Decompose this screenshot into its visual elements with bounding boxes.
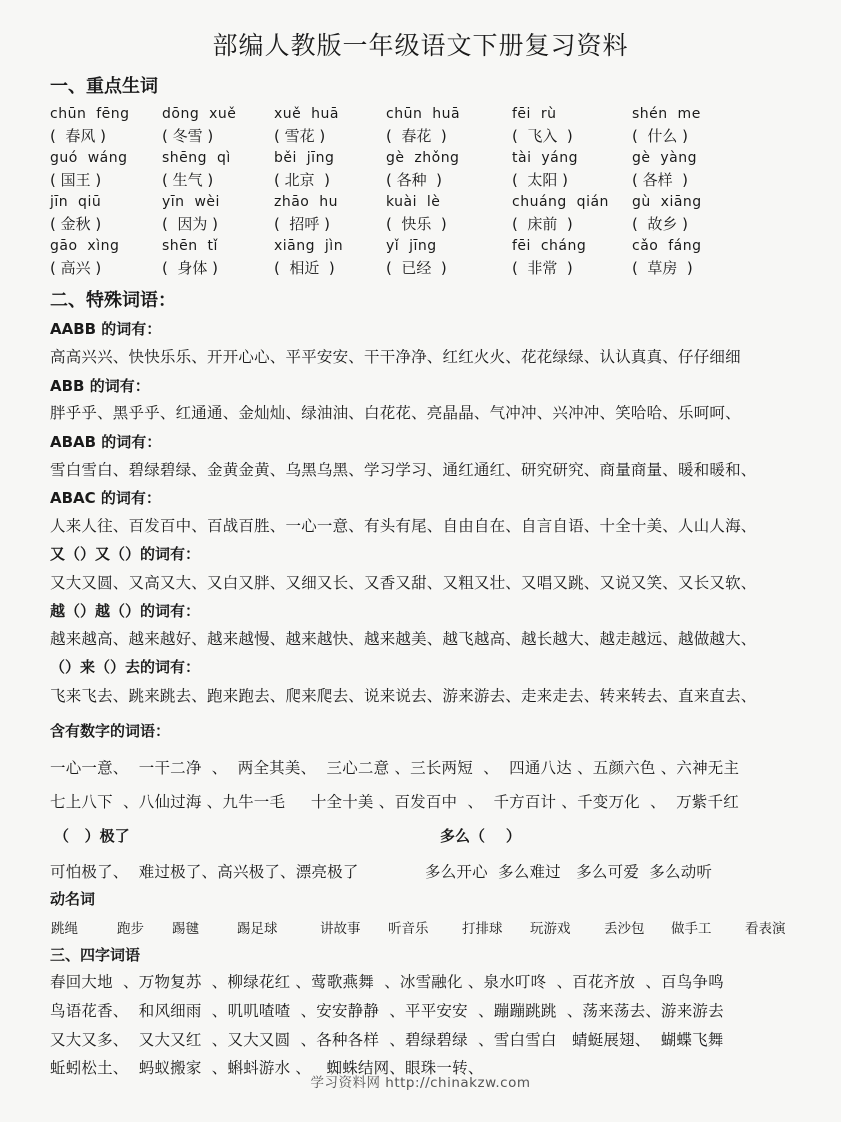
pinyin: jīn qiū (50, 194, 102, 210)
vocab-cell (50, 238, 170, 278)
verb-item: 听音乐 (388, 921, 429, 937)
pinyin: kuài lè (386, 194, 441, 210)
group-label-aabb: AABB 的词有： (50, 320, 162, 338)
hanzi: ( 各种 ) (386, 171, 443, 189)
pinyin: xiāng jìn (274, 238, 344, 254)
hanzi: ( 什么 ) (632, 127, 689, 145)
verb-item: 做手工 (671, 921, 712, 937)
hanzi: ( 故乡 ) (632, 215, 689, 233)
vocab-row (50, 106, 790, 150)
pinyin: gè zhǒng (386, 150, 460, 166)
verb-item: 丢沙包 (604, 921, 645, 937)
vocab-cell (632, 150, 752, 190)
duome-label: 多么（ ） (440, 827, 521, 845)
group-label-abac: ABAC 的词有： (50, 489, 161, 507)
vocab-cell (512, 238, 632, 278)
group-label-laiqu: （）来（）去的词有： (50, 658, 201, 676)
pinyin: chūn huā (386, 106, 461, 122)
verb-item: 跳绳 (51, 921, 78, 937)
hanzi: ( 春花 ) (386, 127, 447, 145)
vocab-cell (386, 150, 506, 190)
hanzi: ( 非常 ) (512, 259, 573, 277)
vocab-cell (632, 238, 752, 278)
vocab-cell (512, 106, 632, 146)
numbers-line-1: 一心一意、 一干二净 、 两全其美、 三心二意 、三长两短 、 四通八达 、五颜六色 、六神无主 (50, 759, 740, 777)
vocab-cell (162, 194, 282, 234)
pinyin: shēn tǐ (162, 238, 218, 254)
group-text-yue: 越来越高、越来越好、越来越慢、越来越快、越来越美、越飞越高、越长越大、越走越远、越做越大、 (50, 630, 757, 648)
pinyin: zhāo hu (274, 194, 339, 210)
pinyin: yǐ jīng (386, 238, 437, 254)
section1-heading: 一、重点生词 (50, 76, 158, 97)
hanzi: ( 床前 ) (512, 215, 573, 233)
verb-item: 打排球 (462, 921, 503, 937)
vocab-cell (386, 194, 506, 234)
group-text-laiqu: 飞来飞去、跳来跳去、跑来跑去、爬来爬去、说来说去、游来游去、走来走去、转来转去、直来直去、 (50, 687, 757, 705)
vocab-cell (274, 194, 394, 234)
hanzi: ( 因为 ) (162, 215, 219, 233)
pinyin: fēi cháng (512, 238, 587, 254)
pinyin: chūn fēng (50, 106, 130, 122)
pinyin: cǎo fáng (632, 238, 702, 254)
hanzi: ( 雪花 ) (274, 127, 326, 145)
hanzi: ( 各样 ) (632, 171, 689, 189)
vocab-cell (162, 238, 282, 278)
pinyin: chuáng qián (512, 194, 609, 210)
hanzi: ( 高兴 ) (50, 259, 102, 277)
pinyin: gāo xìng (50, 238, 120, 254)
section3-line-2: 鸟语花香、 和风细雨 、叽叽喳喳 、安安静静 、平平安安 、蹦蹦跳跳 、荡来荡去、游来游去 (50, 1002, 724, 1020)
hanzi: ( 招呼 ) (274, 215, 331, 233)
section3-heading: 三、四字词语 (50, 946, 141, 964)
hanzi: ( 身体 ) (162, 259, 219, 277)
duome-text: 多么开心 多么难过 多么可爱 多么动听 (425, 863, 713, 881)
hanzi: ( 冬雪 ) (162, 127, 214, 145)
hanzi: ( 相近 ) (274, 259, 335, 277)
verb-item: 踢足球 (237, 921, 278, 937)
vocab-cell (50, 150, 170, 190)
hanzi: ( 北京 ) (274, 171, 331, 189)
vocab-cell (50, 106, 170, 146)
group-text-abac: 人来人往、百发百中、百战百胜、一心一意、有头有尾、自由自在、自言自语、十全十美、人山人海、 (50, 517, 757, 535)
vocab-cell (274, 238, 394, 278)
ji-label: （ ）极了 (54, 827, 130, 845)
section2-heading: 二、特殊词语： (50, 290, 176, 311)
verb-item: 玩游戏 (530, 921, 571, 937)
vocab-cell (386, 238, 506, 278)
group-text-you: 又大又圆、又高又大、又白又胖、又细又长、又香又甜、又粗又壮、又唱又跳、又说又笑、又长又软、 (50, 574, 757, 592)
group-label-yue: 越（）越（）的词有： (50, 602, 201, 620)
section3-line-1: 春回大地 、万物复苏 、柳绿花红 、莺歌燕舞 、冰雪融化 、泉水叮咚 、百花齐放 、百鸟争鸣 (50, 973, 724, 991)
hanzi: ( 飞入 ) (512, 127, 573, 145)
pinyin: běi jīng (274, 150, 335, 166)
verb-item: 讲故事 (320, 921, 361, 937)
watermark: 学习资料网 http://chinakzw.com (310, 1075, 531, 1091)
vocab-cell (50, 194, 170, 234)
hanzi: ( 金秋 ) (50, 215, 102, 233)
pinyin: guó wáng (50, 150, 128, 166)
verb-item: 踢毽 (172, 921, 199, 937)
section3-line-4: 蚯蚓松土、 蚂蚁搬家 、蝌蚪游水 、 蜘蛛结网、眼珠一转、 (50, 1059, 484, 1077)
pinyin: xuě huā (274, 106, 339, 122)
verb-item: 跑步 (117, 921, 144, 937)
page-title: 部编人教版一年级语文下册复习资料 (212, 31, 629, 60)
pinyin: gè yàng (632, 150, 698, 166)
hanzi: ( 快乐 ) (386, 215, 447, 233)
vocab-row (50, 150, 790, 194)
pinyin: gù xiāng (632, 194, 702, 210)
hanzi: ( 已经 ) (386, 259, 447, 277)
hanzi: ( 生气 ) (162, 171, 214, 189)
hanzi: ( 国王 ) (50, 171, 102, 189)
group-label-you: 又（）又（）的词有： (50, 545, 201, 563)
vocab-cell (512, 194, 632, 234)
hanzi: ( 太阳 ) (512, 171, 569, 189)
verb-label: 动名词 (50, 890, 96, 908)
vocab-row (50, 238, 790, 282)
group-text-abab: 雪白雪白、碧绿碧绿、金黄金黄、乌黑乌黑、学习学习、通红通红、研究研究、商量商量、暖和暖和、 (50, 461, 757, 479)
pinyin: tài yáng (512, 150, 578, 166)
vocab-cell (632, 106, 752, 146)
vocab-cell (274, 150, 394, 190)
vocab-cell (274, 106, 394, 146)
verb-item: 看表演 (745, 921, 786, 937)
group-text-aabb: 高高兴兴、快快乐乐、开开心心、平平安安、干干净净、红红火火、花花绿绿、认认真真、仔仔细细 (50, 348, 741, 366)
pinyin: fēi rù (512, 106, 557, 122)
hanzi: ( 春风 ) (50, 127, 107, 145)
section3-line-3: 又大又多、 又大又红 、又大又圆 、各种各样 、碧绿碧绿 、雪白雪白 蜻蜓展翅、 蝴蝶飞舞 (50, 1031, 724, 1049)
pinyin: yīn wèi (162, 194, 220, 210)
numbers-label: 含有数字的词语： (50, 722, 171, 740)
vocab-cell (512, 150, 632, 190)
vocab-cell (162, 150, 282, 190)
group-label-abb: ABB 的词有： (50, 377, 150, 395)
pinyin: dōng xuě (162, 106, 237, 122)
vocab-row (50, 194, 790, 238)
numbers-line-2: 七上八下 、八仙过海 、九牛一毛 十全十美 、百发百中 、 千方百计 、千变万化 、 万紫千红 (50, 793, 739, 811)
group-text-abb: 胖乎乎、黑乎乎、红通通、金灿灿、绿油油、白花花、亮晶晶、气冲冲、兴冲冲、笑哈哈、乐呵呵、 (50, 404, 741, 422)
vocab-cell (632, 194, 752, 234)
group-label-abab: ABAB 的词有： (50, 433, 162, 451)
ji-text: 可怕极了、 难过极了、高兴极了、漂亮极了 (50, 863, 359, 881)
hanzi: ( 草房 ) (632, 259, 693, 277)
vocab-cell (386, 106, 506, 146)
vocab-cell (162, 106, 282, 146)
pinyin: shēng qì (162, 150, 231, 166)
pinyin: shén me (632, 106, 701, 122)
